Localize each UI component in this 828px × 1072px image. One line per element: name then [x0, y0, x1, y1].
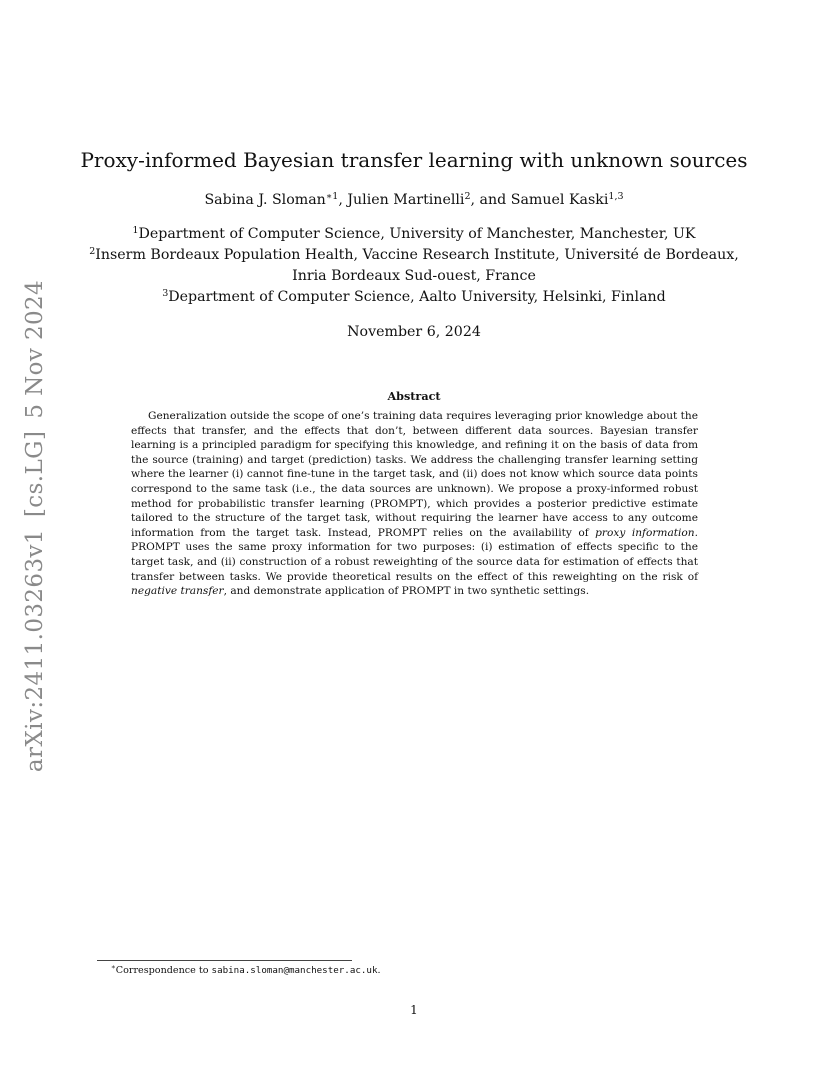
affiliation [0, 245, 828, 266]
affiliation [0, 224, 828, 245]
author-separator: , and [470, 192, 511, 208]
arxiv-category: [cs.LG] [22, 430, 48, 518]
author-separator: , [338, 192, 348, 208]
footnote-mark: ∗ [111, 963, 116, 971]
arxiv-stamp [22, 268, 48, 772]
affiliation-text: Inserm Bordeaux Population Health, Vaccine Research Institute, Université de Bordeaux, [95, 247, 739, 263]
abstract-body [131, 409, 698, 599]
affiliation-list [0, 224, 828, 308]
footnote-end: . [377, 965, 381, 976]
author-name: Sabina J. Sloman [204, 192, 326, 208]
author-superscript: ∗1 [325, 191, 339, 202]
author-superscript: 1,3 [608, 191, 624, 202]
footnote-text: Correspondence to [115, 965, 212, 976]
author-list [0, 190, 828, 210]
affiliation [0, 266, 828, 287]
abstract-emphasis: negative transfer [131, 585, 224, 598]
paper-title: Proxy-informed Bayesian transfer learning with unknown sources [80, 148, 748, 172]
abstract-text: , and demonstrate application of PROMPT in two synthetic settings. [223, 585, 590, 598]
arxiv-id: arXiv:2411.03263v1 [22, 529, 48, 773]
page-number: 1 [410, 1003, 418, 1017]
arxiv-date: 5 Nov 2024 [22, 279, 48, 419]
abstract-text: Generalization outside the scope of one’s training data requires leveraging prior knowledge about the effects that transfer, and the effects that don’t, between different data sources. Bayesian transfer learning is a principled paradigm for specifying this knowledge, and refining it on the basis of data from the source (training) and target (prediction) tasks. We address the challenging transfer learning setting where the learner (i) cannot fine-tune in the target task, and (ii) does not know which source data points correspond to the same task (i.e., the data sources are unknown). We propose a proxy-informed robust method for probabilistic transfer learning (PROMPT), which provides a posterior predictive estimate tailored to the structure of the target task, without requiring the learner have access to any outcome information from the target task. Instead, PROMPT relies on the availability of [131, 410, 698, 539]
footnote [111, 964, 381, 977]
affiliation-text: Department of Computer Science, Aalto University, Helsinki, Finland [168, 289, 666, 305]
author-superscript: 2 [464, 191, 471, 202]
author-name: Samuel Kaski [510, 192, 609, 208]
abstract-text: . PROMPT uses the same proxy information for two purposes: (i) estimation of effects specific to the target task, and (ii) construction of a robust reweighting of the source data for estimation of effects that transfer between tasks. We provide theoretical results on the effect of this reweighting on the risk of [131, 526, 698, 583]
affiliation-superscript: 1 [132, 225, 139, 236]
affiliation [0, 287, 828, 308]
affiliation-text: Department of Computer Science, University of Manchester, Manchester, UK [138, 226, 696, 242]
publication-date: November 6, 2024 [347, 324, 481, 340]
correspondence-email: sabina.sloman@manchester.ac.uk [211, 965, 378, 976]
author-name: Julien Martinelli [347, 192, 465, 208]
abstract-emphasis: proxy information [595, 526, 695, 539]
affiliation-superscript: 3 [162, 288, 169, 299]
affiliation-text: Inria Bordeaux Sud-ouest, France [292, 268, 536, 284]
affiliation-superscript: 2 [89, 246, 96, 257]
abstract-heading: Abstract [387, 389, 441, 403]
footnote-rule [97, 960, 352, 961]
